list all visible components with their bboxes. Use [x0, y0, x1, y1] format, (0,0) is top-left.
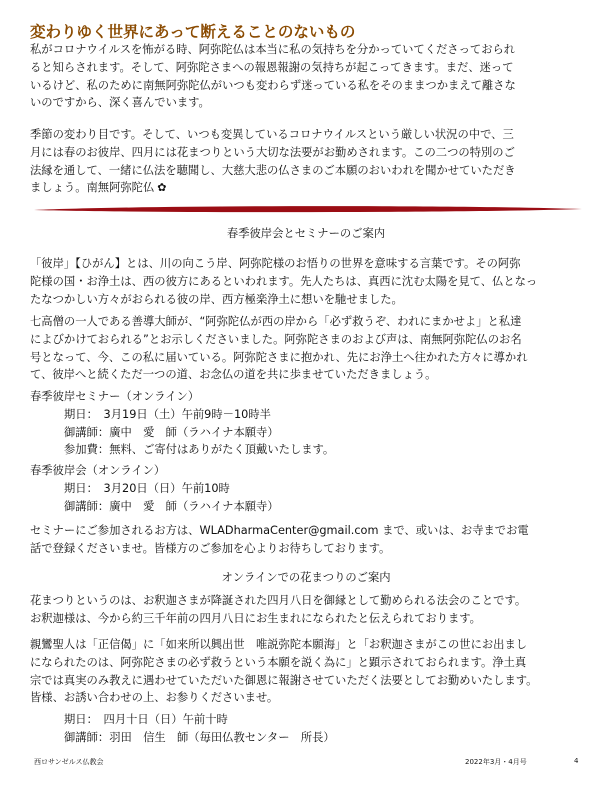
page-title: 変わりゆく世界にあって断えることのないもの	[30, 23, 356, 41]
intro-p2-line: 月には春のお彼岸、四月には花まつりという大切な法要がお勤めされます。この二つの特別のご	[30, 145, 515, 159]
footer-issue: 2022年3月・4月号	[465, 758, 527, 766]
intro-p2-line	[30, 179, 586, 197]
hanamatsuri-speaker: 御講師：羽田 信生 師（毎田仏教センター 所長）	[64, 730, 335, 744]
service-speaker: 御講師：廣中 愛 師（ラハイナ本願寺）	[64, 499, 279, 513]
seminar-speaker: 御講師：廣中 愛 師（ラハイナ本願寺）	[64, 425, 279, 439]
higan-p1-line: 「彼岸」【ひがん】とは、川の向こう岸、阿弥陀様のお悟りの世界を意味する言葉です。その阿弥	[30, 257, 521, 270]
footer-temple-name: 西ロサンゼルス仏教会	[34, 758, 104, 766]
section-divider	[34, 204, 582, 214]
seminar-title: 春季彼岸セミナー（オンライン）	[30, 390, 200, 403]
seminar-date: 期日： 3月19日（土）午前9時－10時半	[64, 407, 271, 421]
hanamatsuri-schedule	[30, 711, 335, 747]
higan-p2-line: 七高僧の一人である善導大師が、“阿弥陀仏が西の岸から「必ず救うぞ、われにまかせよ」と私達	[30, 315, 522, 328]
higan-paragraph-1	[30, 255, 586, 308]
hanamatsuri-date: 期日： 四月十日（日）午前十時	[64, 713, 228, 726]
higan-p2-line: て、彼岸へと続くただ一つの道、お念仏の道を共に歩ませていただきましょう。	[30, 368, 437, 382]
intro-p2-last-text: ましょう。南無阿弥陀仏	[30, 181, 155, 195]
intro-p1-line: いのですから、深く喜んでいます。	[30, 96, 210, 110]
footer-page-number: 4	[574, 757, 579, 765]
contact-line: セミナーにご参加されるお方は、WLADharmaCenter@gmail.com まで、或いは、お寺までお電	[30, 524, 529, 537]
higan-paragraph-2	[30, 313, 586, 384]
higan-p1-line: たなつかしい方々がおられる彼の岸、西方極楽浄土に想いを馳せました。	[30, 292, 403, 306]
intro-p1-line: 私がコロナウイルスを怖がる時、阿弥陀仏は本当に私の気持ちを分かっていてくださっておられ	[30, 43, 516, 56]
seminar-fee: 参加費：無料、ご寄付はありがたく頂戴いたします。	[64, 443, 335, 457]
hanamatsuri-p2-line: 皆様、お誘い合わせの上、お参りくださいませ。	[30, 691, 279, 705]
hanamatsuri-p2-line: になられたのは、阿弥陀さまの必ず救うという本願を説く為に」と顕示されておられます。浄土真	[30, 655, 527, 669]
intro-p1-line: ると知らされます。そして、阿弥陀さまへの報恩報謝の気持ちが起こってきます。まだ、迷って	[30, 60, 514, 74]
higan-p2-line: によびかけておられる”とお示しくださいました。阿弥陀さまのおよび声は、南無阿弥陀仏のお名	[30, 332, 522, 346]
intro-paragraph-2	[30, 126, 586, 197]
higan-p1-line: 陀様の国・お浄土は、西の彼方にあるといわれます。先人たちは、真西に沈む太陽を見て、仏となっ	[30, 274, 538, 288]
service-title: 春季彼岸会（オンライン）	[30, 464, 166, 477]
seminar-schedule	[30, 388, 334, 459]
hanamatsuri-p2-line: 宗では真実のみ教えに遇わせていただいた御恩に報謝させていただく法要としてお勤めいたします。	[30, 673, 538, 687]
contact-paragraph	[30, 522, 586, 558]
hanamatsuri-heading: オンラインでの花まつりのご案内	[221, 571, 391, 584]
intro-paragraph-1	[30, 41, 586, 112]
hanamatsuri-p2-line: 親鸞聖人は「正信偈」に「如来所以興出世 唯説弥陀本願海」と「お釈迦さまがこの世にお出まし	[30, 638, 528, 651]
service-schedule	[30, 462, 279, 515]
intro-p2-line: 季節の変わり目です。そして、いつも変異しているコロナウイルスという厳しい状況の中で、三	[30, 128, 514, 141]
intro-p2-line: 法縁を通して、一緒に仏法を聴聞し、大慈大悲の仏さまのご本願のおいわれを聞かせていただき	[30, 163, 516, 177]
service-date: 期日： 3月20日（日）午前10時	[64, 481, 230, 495]
dharma-wheel-icon: ✿	[157, 181, 167, 195]
intro-p1-line: いるけど、私のために南無阿弥陀仏がいつも変わらず迷っている私をそのままつかまえて離さな	[30, 78, 516, 92]
contact-line: 話で登録くださいませ。皆様方のご参加を心よりお待ちしております。	[30, 541, 391, 555]
hanamatsuri-p1-line: 花まつりというのは、お釈迦さまが降誕された四月八日を御縁として勤められる法会のことです。	[30, 594, 527, 607]
higan-p2-line: 号となって、今、この私に届いている。阿弥陀さまに抱かれ、先にお浄土へ往かれた方々に導かれ	[30, 350, 528, 364]
higan-heading: 春季彼岸会とセミナーのご案内	[226, 227, 386, 240]
hanamatsuri-paragraph-2	[30, 636, 586, 707]
hanamatsuri-paragraph-1	[30, 592, 586, 628]
hanamatsuri-p1-line: お釈迦様は、今から約三千年前の四月八日にお生まれになられたと伝えられております。	[30, 611, 481, 625]
